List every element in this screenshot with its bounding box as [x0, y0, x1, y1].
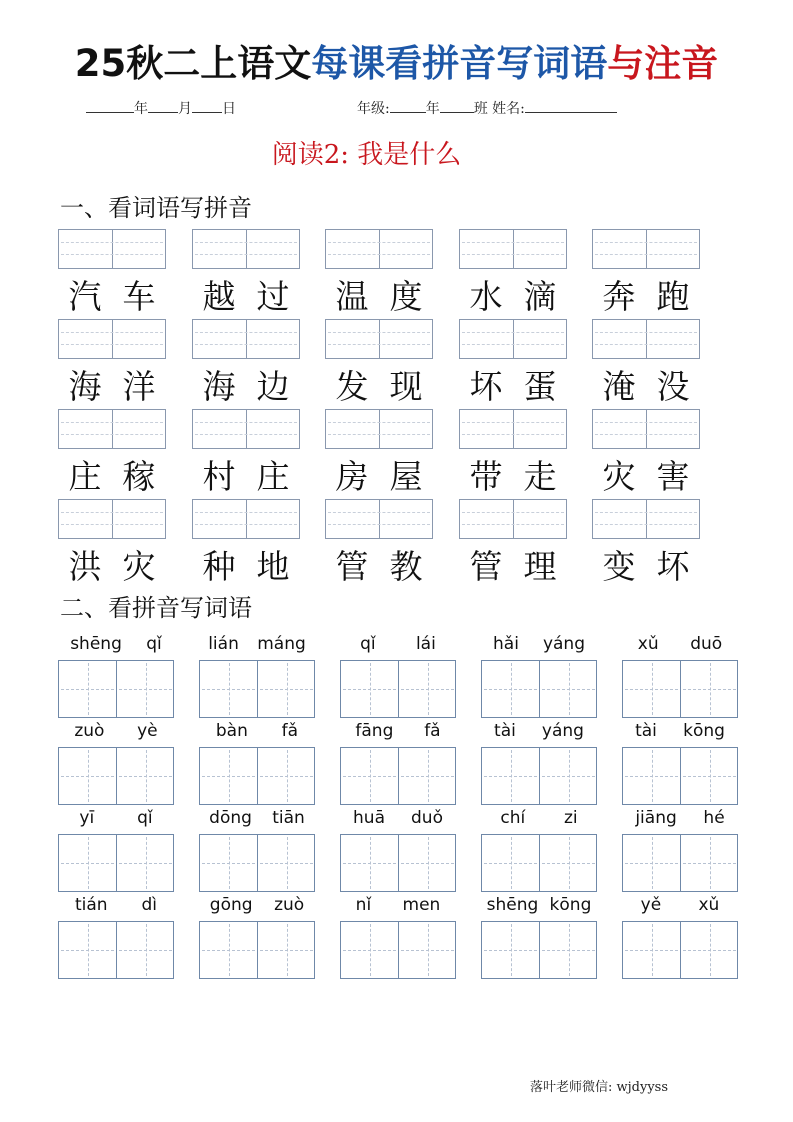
writing-cell[interactable]	[257, 922, 315, 978]
tianzige-answer-grid[interactable]	[58, 834, 174, 892]
tianzige-answer-grid[interactable]	[199, 747, 315, 805]
word-character: 害	[656, 457, 690, 496]
pinyin-syllable: zi	[563, 808, 578, 828]
pinyin-prompt	[481, 807, 597, 829]
grade-blank[interactable]	[390, 98, 426, 113]
writing-cell[interactable]	[482, 835, 539, 891]
pinyin-syllable: tiān	[272, 808, 305, 828]
pinyin-answer-box[interactable]	[192, 409, 300, 449]
tianzige-answer-grid[interactable]	[622, 660, 738, 718]
pinyin-prompt	[340, 807, 456, 829]
tianzige-answer-grid[interactable]	[481, 834, 597, 892]
word-character: 坏	[656, 547, 690, 586]
writing-cell[interactable]	[59, 835, 116, 891]
pinyin-prompt	[58, 633, 174, 655]
class-blank[interactable]	[440, 98, 474, 113]
writing-cell[interactable]	[59, 661, 116, 717]
tianzige-answer-grid[interactable]	[58, 921, 174, 979]
pinyin-answer-box[interactable]	[58, 229, 166, 269]
pinyin-syllable: fǎ	[281, 721, 299, 741]
pinyin-syllable: fāng	[355, 721, 394, 741]
tianzige-answer-grid[interactable]	[481, 660, 597, 718]
pinyin-prompt	[58, 807, 174, 829]
word-character: 洋	[122, 367, 156, 406]
pinyin-syllable: huā	[353, 808, 385, 828]
tianzige-answer-grid[interactable]	[340, 834, 456, 892]
pinyin-syllable: zuò	[274, 895, 305, 915]
student-info-line	[357, 98, 617, 119]
pinyin-answer-box[interactable]	[459, 409, 567, 449]
pinyin-prompt	[481, 894, 597, 916]
pinyin-prompt	[622, 894, 738, 916]
tianzige-answer-grid[interactable]	[622, 834, 738, 892]
word-character: 车	[122, 277, 156, 316]
writing-cell[interactable]	[59, 922, 116, 978]
tianzige-answer-grid[interactable]	[58, 660, 174, 718]
writing-cell[interactable]	[200, 835, 257, 891]
word-characters	[192, 275, 300, 319]
pinyin-syllable: dōng	[209, 808, 252, 828]
writing-cell[interactable]	[680, 748, 738, 804]
lesson-title: 阅读2: 我是什么	[271, 140, 462, 170]
writing-cell[interactable]	[398, 922, 456, 978]
word-character: 滴	[523, 277, 557, 316]
word-characters	[592, 275, 700, 319]
word-characters	[325, 275, 433, 319]
pinyin-prompt	[481, 720, 597, 742]
writing-cell[interactable]	[680, 661, 738, 717]
pinyin-syllable: shēng	[486, 895, 539, 915]
grade-year-label: 年	[425, 101, 440, 117]
year-blank[interactable]	[86, 98, 134, 113]
pinyin-prompt	[340, 720, 456, 742]
pinyin-syllable: yě	[640, 895, 662, 915]
writing-cell[interactable]	[116, 661, 174, 717]
word-character: 跑	[656, 277, 690, 316]
pinyin-syllable: zuò	[74, 721, 105, 741]
word-character: 村	[202, 457, 236, 496]
writing-cell[interactable]	[257, 661, 315, 717]
pinyin-syllable: máng	[257, 634, 306, 654]
word-character: 越	[202, 277, 236, 316]
tianzige-answer-grid[interactable]	[199, 921, 315, 979]
word-character: 灾	[602, 457, 636, 496]
word-character: 种	[202, 547, 236, 586]
word-character: 地	[256, 547, 290, 586]
pinyin-prompt	[622, 633, 738, 655]
word-character: 奔	[602, 277, 636, 316]
writing-cell[interactable]	[623, 748, 680, 804]
word-character: 洪	[68, 547, 102, 586]
word-character: 教	[389, 547, 423, 586]
word-character: 走	[523, 457, 557, 496]
pinyin-answer-box[interactable]	[459, 229, 567, 269]
pinyin-prompt	[622, 807, 738, 829]
writing-cell[interactable]	[257, 748, 315, 804]
tianzige-answer-grid[interactable]	[481, 921, 597, 979]
pinyin-syllable: qǐ	[146, 634, 162, 654]
word-characters	[592, 455, 700, 499]
word-characters	[325, 545, 433, 589]
word-characters	[459, 275, 567, 319]
word-characters	[592, 545, 700, 589]
pinyin-answer-box[interactable]	[58, 319, 166, 359]
writing-cell[interactable]	[398, 661, 456, 717]
footer-contact: 落叶老师微信: wjdyyss	[530, 1080, 669, 1095]
word-character: 庄	[256, 457, 290, 496]
pinyin-syllable: yáng	[542, 634, 585, 654]
pinyin-syllable: shēng	[70, 634, 122, 654]
section2-heading: 二、看拼音写词语	[60, 594, 252, 622]
tianzige-answer-grid[interactable]	[340, 660, 456, 718]
word-character: 海	[202, 367, 236, 406]
pinyin-syllable: nǐ	[355, 895, 372, 915]
pinyin-answer-box[interactable]	[325, 499, 433, 539]
word-characters	[58, 455, 166, 499]
pinyin-prompt	[199, 807, 315, 829]
pinyin-prompt	[58, 894, 174, 916]
title-part-3: 与注音	[607, 42, 719, 85]
writing-cell[interactable]	[539, 835, 597, 891]
word-character: 管	[335, 547, 369, 586]
pinyin-syllable: fǎ	[424, 721, 441, 741]
word-character: 边	[256, 367, 290, 406]
pinyin-syllable: kōng	[683, 721, 725, 741]
writing-cell[interactable]	[200, 748, 257, 804]
pinyin-answer-box[interactable]	[192, 229, 300, 269]
word-character: 变	[602, 547, 636, 586]
pinyin-syllable: lián	[208, 634, 239, 654]
pinyin-answer-box[interactable]	[325, 319, 433, 359]
word-characters	[192, 455, 300, 499]
pinyin-prompt	[340, 633, 456, 655]
day-blank[interactable]	[192, 98, 222, 113]
word-character: 温	[335, 277, 369, 316]
word-character: 灾	[122, 547, 156, 586]
word-character: 房	[335, 457, 369, 496]
pinyin-syllable: dì	[141, 895, 158, 915]
pinyin-syllable: yī	[79, 808, 95, 828]
pinyin-syllable: hǎi	[493, 634, 519, 654]
word-characters	[459, 365, 567, 409]
word-characters	[58, 275, 166, 319]
pinyin-answer-box[interactable]	[459, 319, 567, 359]
title-part-2: 每课看拼音写词语	[311, 42, 608, 85]
page-title	[0, 40, 793, 88]
word-character: 过	[256, 277, 290, 316]
pinyin-syllable: duō	[690, 634, 723, 654]
word-character: 屋	[389, 457, 423, 496]
pinyin-syllable: xǔ	[637, 634, 659, 654]
pinyin-answer-box[interactable]	[192, 499, 300, 539]
tianzige-answer-grid[interactable]	[481, 747, 597, 805]
writing-cell[interactable]	[257, 835, 315, 891]
tianzige-answer-grid[interactable]	[340, 921, 456, 979]
word-character: 淹	[602, 367, 636, 406]
word-character: 发	[335, 367, 369, 406]
writing-cell[interactable]	[341, 748, 398, 804]
word-character: 带	[469, 457, 503, 496]
pinyin-prompt	[58, 720, 174, 742]
word-character: 坏	[469, 367, 503, 406]
word-characters	[192, 365, 300, 409]
writing-cell[interactable]	[116, 922, 174, 978]
pinyin-answer-box[interactable]	[192, 319, 300, 359]
pinyin-syllable: duǒ	[411, 808, 443, 828]
tianzige-answer-grid[interactable]	[340, 747, 456, 805]
pinyin-syllable: kōng	[549, 895, 592, 915]
tianzige-answer-grid[interactable]	[58, 747, 174, 805]
writing-cell[interactable]	[539, 661, 597, 717]
word-character: 稼	[122, 457, 156, 496]
pinyin-syllable: hé	[703, 808, 725, 828]
pinyin-syllable: tài	[635, 721, 657, 741]
pinyin-answer-box[interactable]	[325, 229, 433, 269]
month-label: 月	[178, 101, 192, 117]
writing-cell[interactable]	[680, 835, 738, 891]
word-character: 理	[523, 547, 557, 586]
word-characters	[325, 365, 433, 409]
pinyin-syllable: xǔ	[698, 895, 720, 915]
word-characters	[592, 365, 700, 409]
writing-cell[interactable]	[200, 661, 257, 717]
pinyin-syllable: chí	[500, 808, 526, 828]
pinyin-prompt	[622, 720, 738, 742]
writing-cell[interactable]	[539, 748, 597, 804]
pinyin-syllable: qǐ	[137, 808, 153, 828]
tianzige-answer-grid[interactable]	[622, 747, 738, 805]
pinyin-syllable: tài	[494, 721, 516, 741]
writing-cell[interactable]	[59, 748, 116, 804]
pinyin-prompt	[199, 633, 315, 655]
writing-cell[interactable]	[623, 835, 680, 891]
pinyin-answer-box[interactable]	[592, 229, 700, 269]
section1-heading: 一、看词语写拼音	[60, 194, 252, 222]
writing-cell[interactable]	[341, 661, 398, 717]
year-label: 年	[134, 101, 148, 117]
grade-label: 年级:	[357, 101, 390, 117]
title-part-1: 25秋二上语文	[74, 42, 312, 85]
writing-cell[interactable]	[482, 922, 539, 978]
pinyin-answer-box[interactable]	[459, 499, 567, 539]
writing-cell[interactable]	[116, 748, 174, 804]
writing-cell[interactable]	[341, 922, 398, 978]
tianzige-answer-grid[interactable]	[199, 834, 315, 892]
pinyin-prompt	[481, 633, 597, 655]
pinyin-answer-box[interactable]	[58, 499, 166, 539]
word-characters	[325, 455, 433, 499]
pinyin-syllable: jiāng	[635, 808, 677, 828]
day-label: 日	[222, 101, 236, 117]
writing-cell[interactable]	[398, 835, 456, 891]
pinyin-prompt	[199, 894, 315, 916]
word-character: 蛋	[523, 367, 557, 406]
tianzige-answer-grid[interactable]	[199, 660, 315, 718]
word-characters	[459, 455, 567, 499]
tianzige-answer-grid[interactable]	[622, 921, 738, 979]
word-character: 汽	[68, 277, 102, 316]
pinyin-syllable: bàn	[215, 721, 248, 741]
word-characters	[459, 545, 567, 589]
word-characters	[58, 365, 166, 409]
word-characters	[192, 545, 300, 589]
pinyin-answer-box[interactable]	[325, 409, 433, 449]
pinyin-syllable: yè	[137, 721, 158, 741]
writing-cell[interactable]	[482, 661, 539, 717]
date-line	[86, 98, 236, 119]
pinyin-syllable: gōng	[209, 895, 253, 915]
pinyin-syllable: lái	[415, 634, 436, 654]
writing-cell[interactable]	[539, 922, 597, 978]
word-character: 海	[68, 367, 102, 406]
word-character: 没	[656, 367, 690, 406]
pinyin-syllable: tián	[74, 895, 108, 915]
writing-cell[interactable]	[482, 748, 539, 804]
word-characters	[58, 545, 166, 589]
writing-cell[interactable]	[623, 922, 680, 978]
pinyin-answer-box[interactable]	[58, 409, 166, 449]
writing-cell[interactable]	[680, 922, 738, 978]
writing-cell[interactable]	[116, 835, 174, 891]
month-blank[interactable]	[148, 98, 178, 113]
word-character: 现	[389, 367, 423, 406]
pinyin-answer-box[interactable]	[592, 499, 700, 539]
pinyin-syllable: yáng	[541, 721, 584, 741]
pinyin-syllable: men	[402, 895, 441, 915]
pinyin-prompt	[199, 720, 315, 742]
word-character: 度	[389, 277, 423, 316]
writing-cell[interactable]	[200, 922, 257, 978]
pinyin-prompt	[340, 894, 456, 916]
word-character: 水	[469, 277, 503, 316]
name-blank[interactable]	[525, 98, 617, 113]
writing-cell[interactable]	[341, 835, 398, 891]
pinyin-syllable: qǐ	[360, 634, 376, 654]
word-character: 管	[469, 547, 503, 586]
writing-cell[interactable]	[623, 661, 680, 717]
pinyin-answer-box[interactable]	[592, 319, 700, 359]
writing-cell[interactable]	[398, 748, 456, 804]
word-character: 庄	[68, 457, 102, 496]
class-name-label: 班 姓名:	[473, 101, 525, 117]
pinyin-answer-box[interactable]	[592, 409, 700, 449]
